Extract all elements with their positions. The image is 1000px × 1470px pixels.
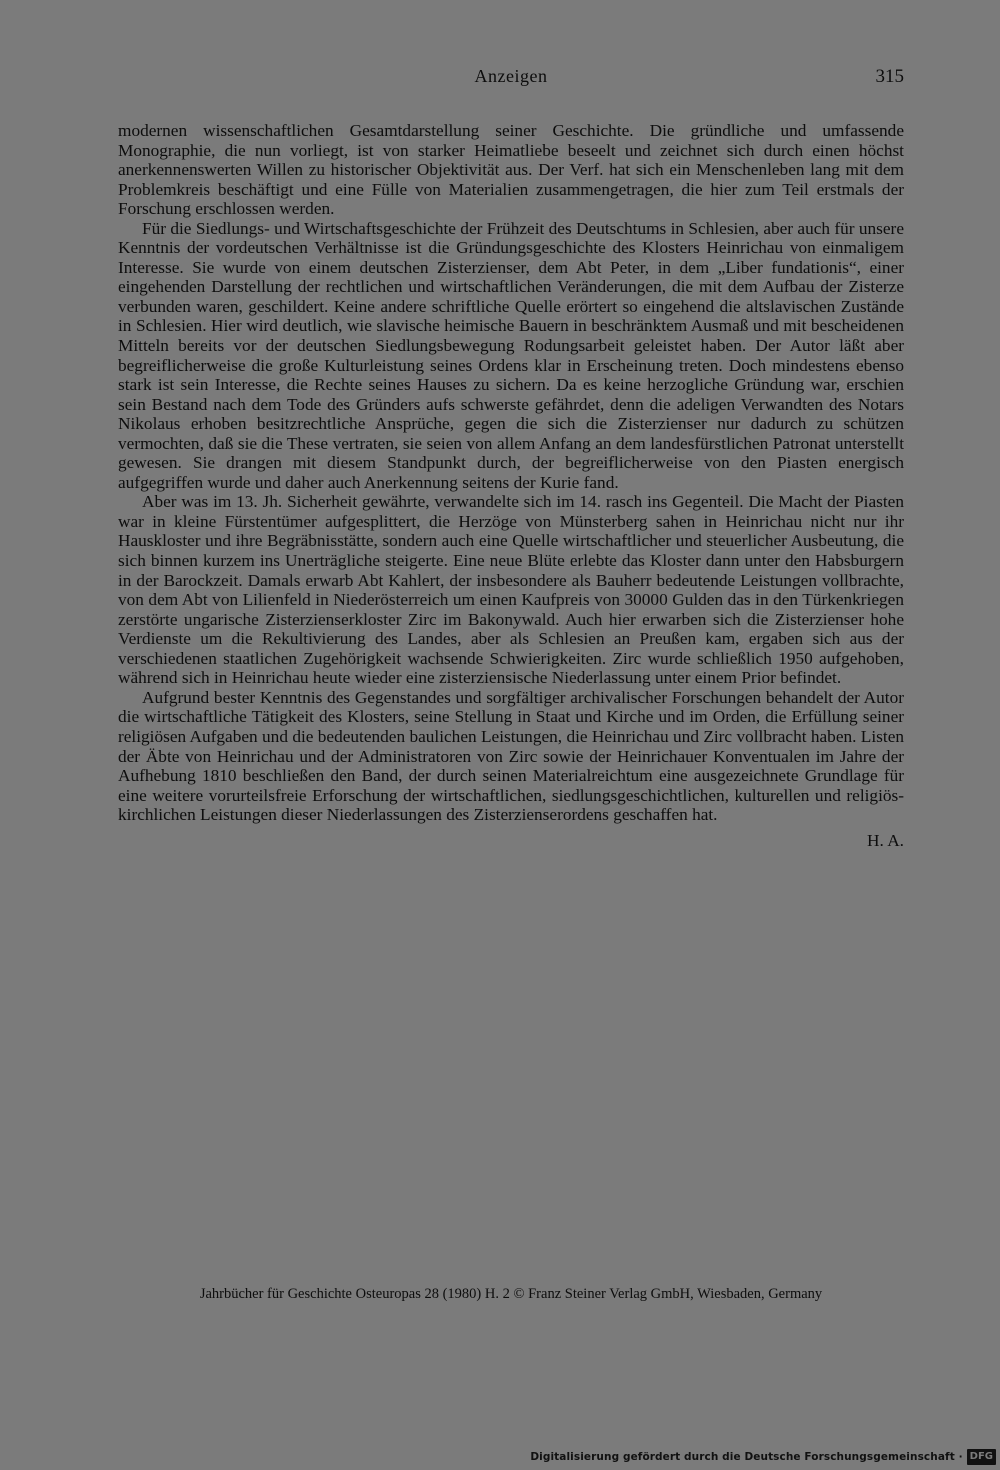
paragraph: Aber was im 13. Jh. Sicherheit gewährte, verwandelte sich im 14. rasch ins Gegenteil. Die Macht der Piasten war in kleine Fürstentümer aufgesplittert, die Herzöge von Münsterberg sahen in Heinrichau nicht nur ihr Hauskloster und ihre Begräbnisstätte, sondern auch eine Quelle wirtschaftlicher und steuerlicher Ausbeutung, die sich binnen kurzem ins Unerträgliche steigerte. Eine neue Blüte erlebte das Kloster dann unter den Habsburgern in der Barockzeit. Damals erwarb Abt Kahlert, der insbesondere als Bauherr bedeutende Leistungen vollbrachte, von dem Abt von Lilienfeld in Niederösterreich um einen Kaufpreis von 30000 Gulden das in den Türkenkriegen zerstörte ungarische Zisterzienserkloster Zirc im Bakonywald. Auch hier erwarben sich die Zisterzienser hohe Verdienste um die Rekultivierung des Landes, aber als Schlesien an Preußen kam, ergaben sich aus der verschiedenen staatlichen Zugehörigkeit wachsende Schwierigkeiten. Zirc wurde schließlich 1950 aufgehoben, während sich in Heinrichau heute wieder eine zisterziensische Niederlassung unter einem Prior befindet. bbox=[118, 492, 904, 688]
funding-note: Digitalisierung gefördert durch die Deutsche Forschungsgemeinschaft · bbox=[530, 1451, 963, 1463]
journal-citation: Jahrbücher für Geschichte Osteuropas 28 (1980) H. 2 © Franz Steiner Verlag GmbH, Wiesbaden, Germany bbox=[199, 1286, 823, 1302]
page-number: 315 bbox=[875, 66, 904, 87]
running-head: Anzeigen bbox=[474, 66, 548, 86]
paragraph: modernen wissenschaftlichen Gesamtdarstellung seiner Geschichte. Die gründliche und umfassende Monographie, die nun vorliegt, ist von starker Heimatliebe beseelt und zeichnet sich durch einen höchst anerkennenswerten Willen zu historischer Objektivität aus. Der Verf. hat sich ein Menschenleben lang mit dem Problemkreis beschäftigt und eine Fülle von Materialien zusammengetragen, die hier zum Teil erstmals der Forschung erschlossen werden. bbox=[118, 121, 904, 219]
page-header bbox=[118, 66, 904, 94]
dfg-logo-icon: DFG bbox=[967, 1449, 996, 1465]
paragraph: Für die Siedlungs- und Wirtschaftsgeschichte der Frühzeit des Deutschtums in Schlesien, aber auch für unsere Kenntnis der vordeutschen Verhältnisse ist die Gründungsgeschichte des Klosters Heinrichau von einmaligem Interesse. Sie wurde von einem deutschen Zisterzienser, dem Abt Peter, in dem „Liber fundationis“, einer eingehenden Darstellung der rechtlichen und wirtschaftlichen Veränderungen, die mit dem Aufbau der Zisterze verbunden waren, geschildert. Keine andere schriftliche Quelle erörtert so eingehend die altslavischen Zustände in Schlesien. Hier wird deutlich, wie slavische heimische Bauern in beschränktem Ausmaß und mit bescheidenen Mitteln bereits vor der deutschen Siedlungsbewegung Rodungsarbeit geleistet haben. Der Autor läßt aber begreiflicherweise die große Kulturleistung seines Ordens klar in Erscheinung treten. Doch mindestens ebenso stark ist sein Interesse, die Rechte seines Hauses zu sichern. Da es keine herzogliche Gründung war, erschien sein Bestand nach dem Tode des Gründers aufs schwerste gefährdet, denn die adeligen Verwandten des Notars Nikolaus erhoben besitzrechtliche Ansprüche, gegen die sich die Zisterzienser nur dadurch zu schützen vermochten, daß sie die These vertraten, sie seien von allem Anfang an dem landesfürstlichen Patronat unterstellt gewesen. Sie drangen mit diesem Standpunkt durch, der begreiflicherweise von den Piasten energisch aufgegriffen wurde und daher auch Anerkennung seitens der Kurie fand. bbox=[118, 218, 904, 492]
paragraph: Aufgrund bester Kenntnis des Gegenstandes und sorgfältiger archivalischer Forschungen behandelt der Autor die wirtschaftliche Tätigkeit des Klosters, seine Stellung in Staat und Kirche und im Orden, die Erfüllung seiner religiösen Aufgaben und die bedeutenden baulichen Leistungen, die Heinrichau und Zirc vollbracht haben. Listen der Äbte von Heinrichau und der Administratoren von Zirc sowie der Heinrichauer Konventualen im Jahre der Aufhebung 1810 beschließen den Band, der durch seinen Materialreichtum eine ausgezeichnete Grundlage für eine weitere vorurteilsfreie Erforschung der wirtschaftlichen, siedlungsgeschichtlichen, kulturellen und religiös-kirchlichen Leistungen dieser Niederlassungen des Zisterzienserordens geschaffen hat. bbox=[118, 687, 904, 825]
article-body bbox=[118, 121, 904, 850]
funding-banner bbox=[530, 1448, 996, 1466]
author-initials: H. A. bbox=[867, 830, 904, 850]
